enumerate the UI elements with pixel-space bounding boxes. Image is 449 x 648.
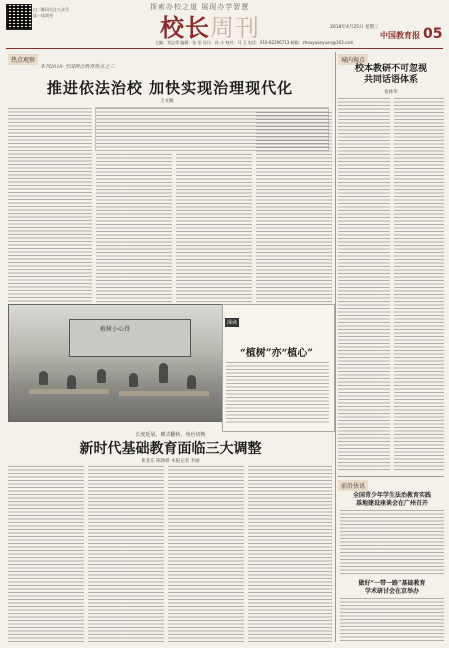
masthead-title xyxy=(160,8,260,43)
paper-logo: 中国教育报 xyxy=(380,30,420,40)
feature-tag: 深读 xyxy=(227,320,238,326)
blackboard xyxy=(69,319,191,357)
brief-text xyxy=(340,510,444,574)
student-figure xyxy=(97,369,106,383)
text-column xyxy=(176,154,252,302)
brief-title: 全国青少年学生法治教育实践 基地建设座谈会在广州召开 xyxy=(352,492,431,507)
student-figure xyxy=(129,373,138,387)
qr-note: 扫二维码关注公众号 读一读周刊 xyxy=(33,7,69,18)
right-author: 张林华 xyxy=(384,90,398,95)
section-tag-hot: 热点观察 xyxy=(8,54,38,65)
divider xyxy=(338,476,444,477)
column-divider xyxy=(335,52,336,642)
feature-text xyxy=(226,362,329,424)
masthead-thin: 周刊 xyxy=(210,14,260,42)
page-number: 05 xyxy=(423,26,443,42)
text-column xyxy=(338,98,390,470)
masthead-slogan: 探索办校之道 展现办学智慧 xyxy=(150,3,250,11)
student-figure xyxy=(187,375,196,389)
student-figure xyxy=(67,375,76,389)
brief-title: 做好“一带一路”基础教育 学术研讨会在京举办 xyxy=(358,580,426,595)
text-column xyxy=(248,466,332,642)
masthead-info: 主编：刘志勇 编辑：张 坚 设计：孙 小 校对：马 玉 电话：010-82296713 邮箱：zhouyuanyuan@163.com xyxy=(155,40,354,45)
teacher-figure xyxy=(159,363,168,383)
second-headline: 新时代基础教育面临三大调整 xyxy=(79,441,262,457)
text-column xyxy=(394,98,444,470)
text-column xyxy=(88,466,164,642)
desk xyxy=(29,389,109,394)
text-column xyxy=(256,112,332,302)
classroom-photo xyxy=(8,304,224,422)
student-figure xyxy=(39,371,48,385)
second-byline: 崔亚东 陈娇娇 本报记者 李丽 xyxy=(141,459,200,464)
article-headline: 推进依法治校 加快实现治理现代化 xyxy=(46,79,294,97)
right-headline: 校本教研不可忽视 共同话语体系 xyxy=(354,64,427,85)
article-kicker: 本刊2018·全国两会教育热点之三 xyxy=(40,64,115,70)
text-column xyxy=(8,108,92,304)
issue-date: 2018年4月25日 星期三 xyxy=(330,25,379,30)
header-rule xyxy=(6,48,443,49)
text-column xyxy=(168,466,244,642)
section-tag-briefs: 前沿快讯 xyxy=(338,480,368,491)
board-text: 植树小心得 xyxy=(100,326,131,333)
qr-code xyxy=(6,4,32,30)
text-column xyxy=(96,154,172,302)
second-subhead: 长度延展、横式翻转、角色切换 xyxy=(135,432,206,438)
section-tag-right: 城内视点 xyxy=(338,54,368,65)
article-byline: 王文楠 xyxy=(160,99,174,104)
feature-title: “植树”亦“植心” xyxy=(240,348,314,359)
desk xyxy=(119,391,209,396)
masthead-bold: 校长 xyxy=(160,13,210,42)
text-column xyxy=(8,466,84,642)
brief-text xyxy=(340,598,444,642)
